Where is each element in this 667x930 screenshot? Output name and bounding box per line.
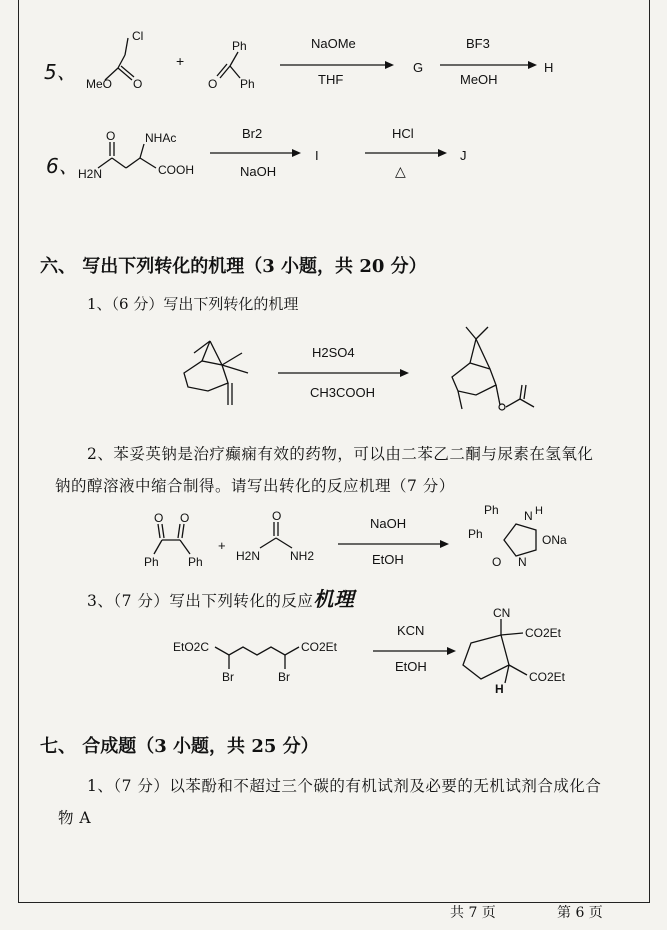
reaction-5-scheme [70, 20, 667, 130]
dibromo-diester-structure [173, 640, 338, 684]
section-7-q1-line2: 物 A [58, 809, 92, 827]
urea-structure [236, 509, 314, 563]
product-j: J [460, 148, 467, 163]
reaction-6-number: 6、 [46, 154, 79, 178]
phenyl-top: Ph [484, 503, 499, 517]
ester-left: EtO2C [173, 640, 210, 654]
cyanide-reagent: KCN [397, 623, 425, 638]
benzil-phenyl-right: Ph [188, 555, 203, 569]
n-acetyl-asparagine-structure [78, 129, 194, 181]
plus-sign: + [176, 53, 185, 69]
footer-total-pages: 共 7 页 [450, 905, 496, 921]
nh-hydrogen: H [535, 505, 543, 517]
acetamido-group: NHAc [145, 131, 177, 145]
arrow2-solvent: MeOH [460, 72, 498, 87]
ring-nitrogen-nh: N [524, 509, 533, 523]
product-i: I [315, 148, 319, 163]
solvent: EtOH [395, 659, 427, 674]
benzil-phenyl-left: Ph [144, 555, 159, 569]
methoxy-group: MeO [86, 77, 113, 91]
bromine-left: Br [222, 670, 234, 684]
nitrile-group: CN [493, 606, 511, 620]
q2-phenytoin-scheme [140, 500, 620, 580]
benzil-structure [144, 511, 203, 569]
ester-right: CO2Et [301, 640, 338, 654]
urea-nh2-right: NH2 [290, 549, 315, 563]
amide-oxygen: O [106, 129, 116, 143]
product-g: G [413, 60, 424, 75]
phenyl-left: Ph [468, 527, 483, 541]
phenyl-bottom: Ph [240, 77, 255, 91]
ring-nitrogen: N [518, 555, 527, 569]
ester-bottom: CO2Et [529, 670, 566, 684]
carbonyl-oxygen: O [133, 77, 143, 91]
section-6-title: 六、 写出下列转化的机理（3 小题，共 20 分） [40, 256, 427, 277]
reaction-5-number: 5、 [44, 60, 77, 84]
base-reagent: NaOH [370, 516, 407, 531]
section-6-q2-line1: 2、苯妥英钠是治疗癫痫有效的药物，可以由二苯乙二酮与尿素在氢氧化 [87, 445, 594, 463]
q3-cyclization-scheme [165, 605, 615, 705]
arrow1-reagent: NaOMe [311, 36, 356, 51]
solvent: CH3COOH [310, 385, 376, 400]
phenyl-top: Ph [232, 39, 247, 53]
urea-oxygen: O [272, 509, 282, 523]
methyl-chloroacetate-structure [86, 29, 143, 91]
acid-catalyst: H2SO4 [312, 345, 355, 360]
reaction-6-scheme [70, 118, 667, 198]
q3-handwritten-text: 机理 [313, 587, 355, 611]
urea-nh2-left: H2N [236, 549, 261, 563]
phenytoin-sodium-structure [468, 503, 567, 569]
product-h: H [544, 60, 554, 75]
isobornyl-acetate-structure [452, 327, 534, 410]
solvent: EtOH [372, 552, 404, 567]
chlorine-atom: Cl [132, 29, 144, 43]
footer-current-page: 第 6 页 [557, 905, 603, 921]
cyclopentane-product-structure [463, 606, 566, 696]
carboxyl-group: COOH [158, 163, 194, 177]
arrow1-base: NaOH [240, 164, 277, 179]
section-6-q2-line2: 钠的醇溶液中缩合制得。请写出转化的反应机理（7 分） [55, 477, 455, 495]
section-7-q1-line1: 1、（7 分）以苯酚和不超过三个碳的有机试剂及必要的无机试剂合成化合 [87, 777, 602, 795]
amide-nitrogen: H2N [78, 167, 103, 181]
arrow2-reagent: BF3 [466, 36, 490, 51]
hydrogen-atom: H [495, 682, 504, 696]
ring-oxygen: O [492, 555, 502, 569]
bromine-right: Br [278, 670, 290, 684]
benzil-oxygen-right: O [180, 511, 190, 525]
q1-camphene-scheme [170, 325, 590, 425]
arrow1-solvent: THF [318, 72, 344, 87]
arrow1-reagent: Br2 [242, 126, 263, 141]
section-6-q1-text: 1、（6 分）写出下列转化的机理 [87, 295, 299, 313]
benzophenone-structure [208, 39, 255, 91]
benzil-oxygen-left: O [154, 511, 164, 525]
arrow2-reagent: HCl [392, 126, 414, 141]
ester-top: CO2Et [525, 626, 562, 640]
sodium-oxide: ONa [542, 533, 567, 547]
heat-symbol: △ [395, 163, 406, 179]
q3-printed-text: 3、（7 分）写出下列转化的反应 [87, 592, 314, 610]
camphene-structure [184, 341, 248, 405]
ketone-oxygen: O [208, 77, 218, 91]
plus-sign: + [218, 538, 226, 553]
section-7-title: 七、 合成题（3 小题，共 25 分） [40, 736, 319, 757]
